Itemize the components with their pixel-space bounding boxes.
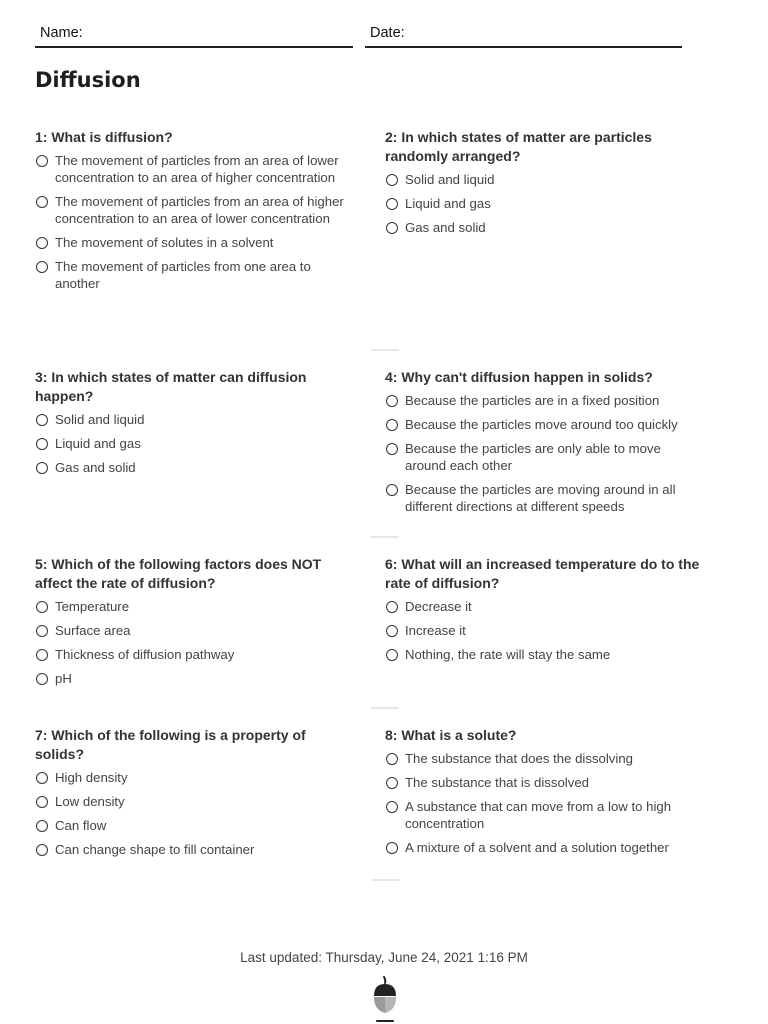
radio-circle-icon[interactable]	[386, 443, 398, 455]
answer-option-label: Because the particles are only able to move around each other	[405, 441, 661, 473]
answer-option-label: Decrease it	[405, 599, 472, 614]
question-text: What is diffusion?	[51, 129, 173, 145]
question-number: 4:	[385, 369, 398, 385]
radio-circle-icon[interactable]	[386, 198, 398, 210]
question-text: Why can't diffusion happen in solids?	[401, 369, 653, 385]
question-6	[385, 555, 703, 670]
answer-option[interactable]	[35, 435, 353, 452]
divider	[371, 879, 399, 881]
answer-option-label: Thickness of diffusion pathway	[55, 647, 235, 662]
answer-option-label: The movement of particles from an area of higher concentration to an area of lower concentration	[55, 194, 344, 226]
question-title	[385, 726, 703, 745]
radio-circle-icon[interactable]	[36, 462, 48, 474]
answer-option[interactable]	[385, 219, 703, 236]
name-label: Name:	[40, 25, 83, 41]
answer-option[interactable]	[385, 839, 703, 856]
answer-option[interactable]	[385, 171, 703, 188]
date-field[interactable]	[365, 24, 682, 48]
question-title	[385, 368, 703, 387]
radio-circle-icon[interactable]	[36, 414, 48, 426]
answer-option-label: Solid and liquid	[405, 172, 495, 187]
answer-option[interactable]	[385, 440, 703, 474]
radio-circle-icon[interactable]	[386, 801, 398, 813]
answer-option-label: Temperature	[55, 599, 130, 614]
question-5	[35, 555, 353, 694]
answer-option[interactable]	[35, 670, 353, 687]
answer-option-label: Low density	[55, 794, 125, 809]
question-title	[35, 368, 353, 406]
divider	[371, 349, 399, 351]
radio-circle-icon[interactable]	[386, 753, 398, 765]
answer-option-label: Solid and liquid	[55, 412, 145, 427]
answer-option[interactable]	[35, 258, 353, 292]
radio-circle-icon[interactable]	[386, 174, 398, 186]
answer-option[interactable]	[385, 750, 703, 767]
question-3	[35, 368, 353, 483]
answer-option[interactable]	[35, 234, 353, 251]
question-text: What is a solute?	[401, 727, 517, 743]
radio-circle-icon[interactable]	[36, 438, 48, 450]
question-title	[35, 726, 353, 764]
question-text: Which of the following factors does NOT affect the rate of diffusion?	[35, 556, 322, 591]
radio-circle-icon[interactable]	[36, 649, 48, 661]
radio-circle-icon[interactable]	[386, 419, 398, 431]
answer-option-label: Liquid and gas	[405, 196, 491, 211]
radio-circle-icon[interactable]	[386, 601, 398, 613]
answer-option[interactable]	[35, 769, 353, 786]
question-text: In which states of matter are particles randomly arranged?	[385, 129, 652, 164]
page-title: Diffusion	[35, 68, 141, 92]
question-text: Which of the following is a property of solids?	[35, 727, 306, 762]
question-text: In which states of matter can diffusion happen?	[35, 369, 307, 404]
radio-circle-icon[interactable]	[36, 196, 48, 208]
radio-circle-icon[interactable]	[36, 844, 48, 856]
radio-circle-icon[interactable]	[36, 772, 48, 784]
question-title	[385, 128, 703, 166]
answer-option[interactable]	[385, 416, 703, 433]
answer-option-label: Liquid and gas	[55, 436, 141, 451]
answer-option[interactable]	[35, 841, 353, 858]
radio-circle-icon[interactable]	[386, 222, 398, 234]
answer-option-label: The movement of particles from an area of lower concentration to an area of higher concentration	[55, 153, 339, 185]
answer-option[interactable]	[35, 793, 353, 810]
question-number: 5:	[35, 556, 48, 572]
answer-option[interactable]	[35, 152, 353, 186]
divider	[371, 536, 399, 538]
answer-option[interactable]	[385, 646, 703, 663]
question-number: 3:	[35, 369, 48, 385]
question-title	[35, 555, 353, 593]
answer-option[interactable]	[35, 459, 353, 476]
question-4	[385, 368, 703, 522]
answer-option-label: High density	[55, 770, 128, 785]
question-title	[385, 555, 703, 593]
answer-option-label: Gas and solid	[405, 220, 486, 235]
answer-option-label: pH	[55, 671, 72, 686]
question-8	[385, 726, 703, 863]
acorn-icon	[372, 976, 398, 1024]
answer-option-label: Because the particles are moving around in all different directions at different speeds	[405, 482, 676, 514]
answer-option[interactable]	[385, 798, 703, 832]
answer-option-label: The substance that is dissolved	[405, 775, 589, 790]
answer-option-label: The substance that does the dissolving	[405, 751, 633, 766]
answer-option-label: Because the particles are in a fixed position	[405, 393, 660, 408]
radio-circle-icon[interactable]	[36, 261, 48, 273]
answer-option[interactable]	[385, 622, 703, 639]
question-2	[385, 128, 703, 243]
radio-circle-icon[interactable]	[36, 796, 48, 808]
answer-option[interactable]	[385, 392, 703, 409]
answer-option[interactable]	[385, 481, 703, 515]
radio-circle-icon[interactable]	[386, 625, 398, 637]
radio-circle-icon[interactable]	[36, 820, 48, 832]
question-number: 2:	[385, 129, 398, 145]
answer-option-label: A mixture of a solvent and a solution together	[405, 840, 669, 855]
radio-circle-icon[interactable]	[386, 395, 398, 407]
answer-option[interactable]	[385, 195, 703, 212]
divider	[371, 707, 399, 709]
radio-circle-icon[interactable]	[36, 673, 48, 685]
answer-option[interactable]	[35, 622, 353, 639]
name-field[interactable]	[35, 24, 353, 48]
radio-circle-icon[interactable]	[36, 601, 48, 613]
answer-option[interactable]	[35, 598, 353, 615]
answer-option[interactable]	[35, 646, 353, 663]
radio-circle-icon[interactable]	[386, 649, 398, 661]
question-number: 7:	[35, 727, 48, 743]
answer-option[interactable]	[385, 598, 703, 615]
answer-option-label: Can change shape to fill container	[55, 842, 255, 857]
answer-option-label: A substance that can move from a low to high concentration	[405, 799, 672, 831]
answer-option-label: Can flow	[55, 818, 107, 833]
answer-option-label: The movement of solutes in a solvent	[55, 235, 274, 250]
answer-option[interactable]	[35, 193, 353, 227]
question-text: What will an increased temperature do to the rate of diffusion?	[385, 556, 700, 591]
radio-circle-icon[interactable]	[36, 625, 48, 637]
radio-circle-icon[interactable]	[386, 842, 398, 854]
question-number: 6:	[385, 556, 398, 572]
radio-circle-icon[interactable]	[36, 155, 48, 167]
answer-option[interactable]	[385, 774, 703, 791]
radio-circle-icon[interactable]	[386, 484, 398, 496]
date-label: Date:	[370, 25, 405, 41]
question-1	[35, 128, 353, 299]
answer-option-label: Nothing, the rate will stay the same	[405, 647, 611, 662]
answer-option-label: Surface area	[55, 623, 131, 638]
radio-circle-icon[interactable]	[386, 777, 398, 789]
last-updated: Last updated: Thursday, June 24, 2021 1:16 PM	[240, 950, 528, 965]
question-title	[35, 128, 353, 147]
answer-option-label: Because the particles move around too quickly	[405, 417, 678, 432]
question-number: 8:	[385, 727, 398, 743]
answer-option[interactable]	[35, 817, 353, 834]
answer-option[interactable]	[35, 411, 353, 428]
answer-option-label: Gas and solid	[55, 460, 136, 475]
radio-circle-icon[interactable]	[36, 237, 48, 249]
answer-option-label: The movement of particles from one area to another	[55, 259, 311, 291]
question-7	[35, 726, 353, 865]
answer-option-label: Increase it	[405, 623, 466, 638]
question-number: 1:	[35, 129, 48, 145]
